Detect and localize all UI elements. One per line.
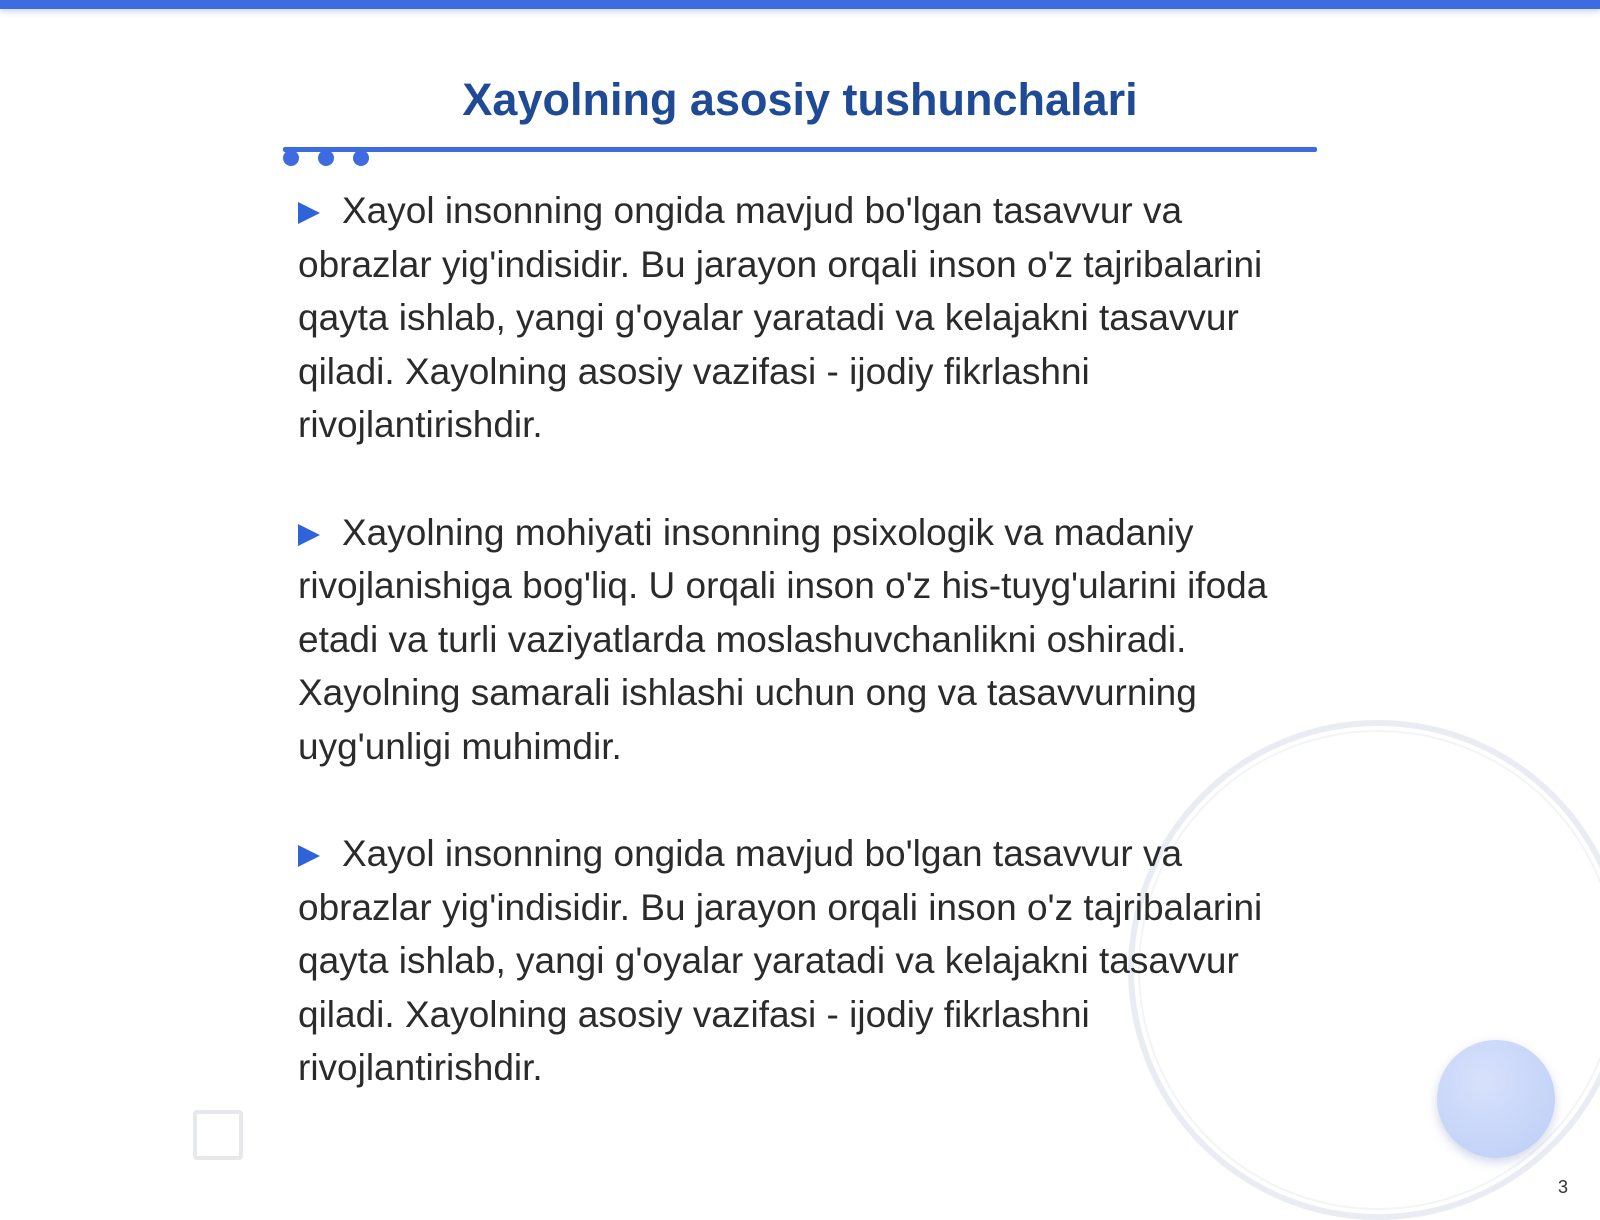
triangle-right-icon [298,524,320,546]
triangle-right-icon [298,845,320,867]
paragraph-text: Xayolning mohiyati insonning psixologik va madaniy rivojlanishiga bog'liq. U orqali inson o'z his-tuyg'ularini ifoda etadi va turli vaziyatlarda moslashuvchanlikni oshiradi. Xayolning samarali ishlashi uchun ong va tasavvurning uyg'unligi muhimdir. [298,511,1268,767]
bullet-paragraph [298,506,1308,774]
underline-dot [283,150,299,166]
triangle-right-icon [298,202,320,224]
bullet-paragraph [298,184,1308,452]
slide-body [298,184,1308,1149]
slide-title: Xayolning asosiy tushunchalari [462,74,1138,125]
title-underline [283,147,1317,152]
top-accent-bar [0,0,1600,9]
paragraph-text: Xayol insonning ongida mavjud bo'lgan tasavvur va obrazlar yig'indisidir. Bu jarayon orqali inson o'z tajribalarini qayta ishlab, yangi g'oyalar yaratadi va kelajakni tasavvur qiladi. Xayolning asosiy vazifasi - ijodiy fikrlashni rivojlantirishdir. [298,190,1263,445]
decorative-circle [1437,1040,1555,1158]
decorative-square [193,1110,243,1160]
paragraph-text: Xayol insonning ongida mavjud bo'lgan tasavvur va obrazlar yig'indisidir. Bu jarayon orqali inson o'z tajribalarini qayta ishlab, yangi g'oyalar yaratadi va kelajakni tasavvur qiladi. Xayolning asosiy vazifasi - ijodiy fikrlashni rivojlantirishdir. [298,833,1263,1088]
underline-dot [318,150,334,166]
bullet-paragraph [298,827,1308,1095]
page-number: 3 [1557,1177,1568,1197]
underline-dot [353,150,369,166]
